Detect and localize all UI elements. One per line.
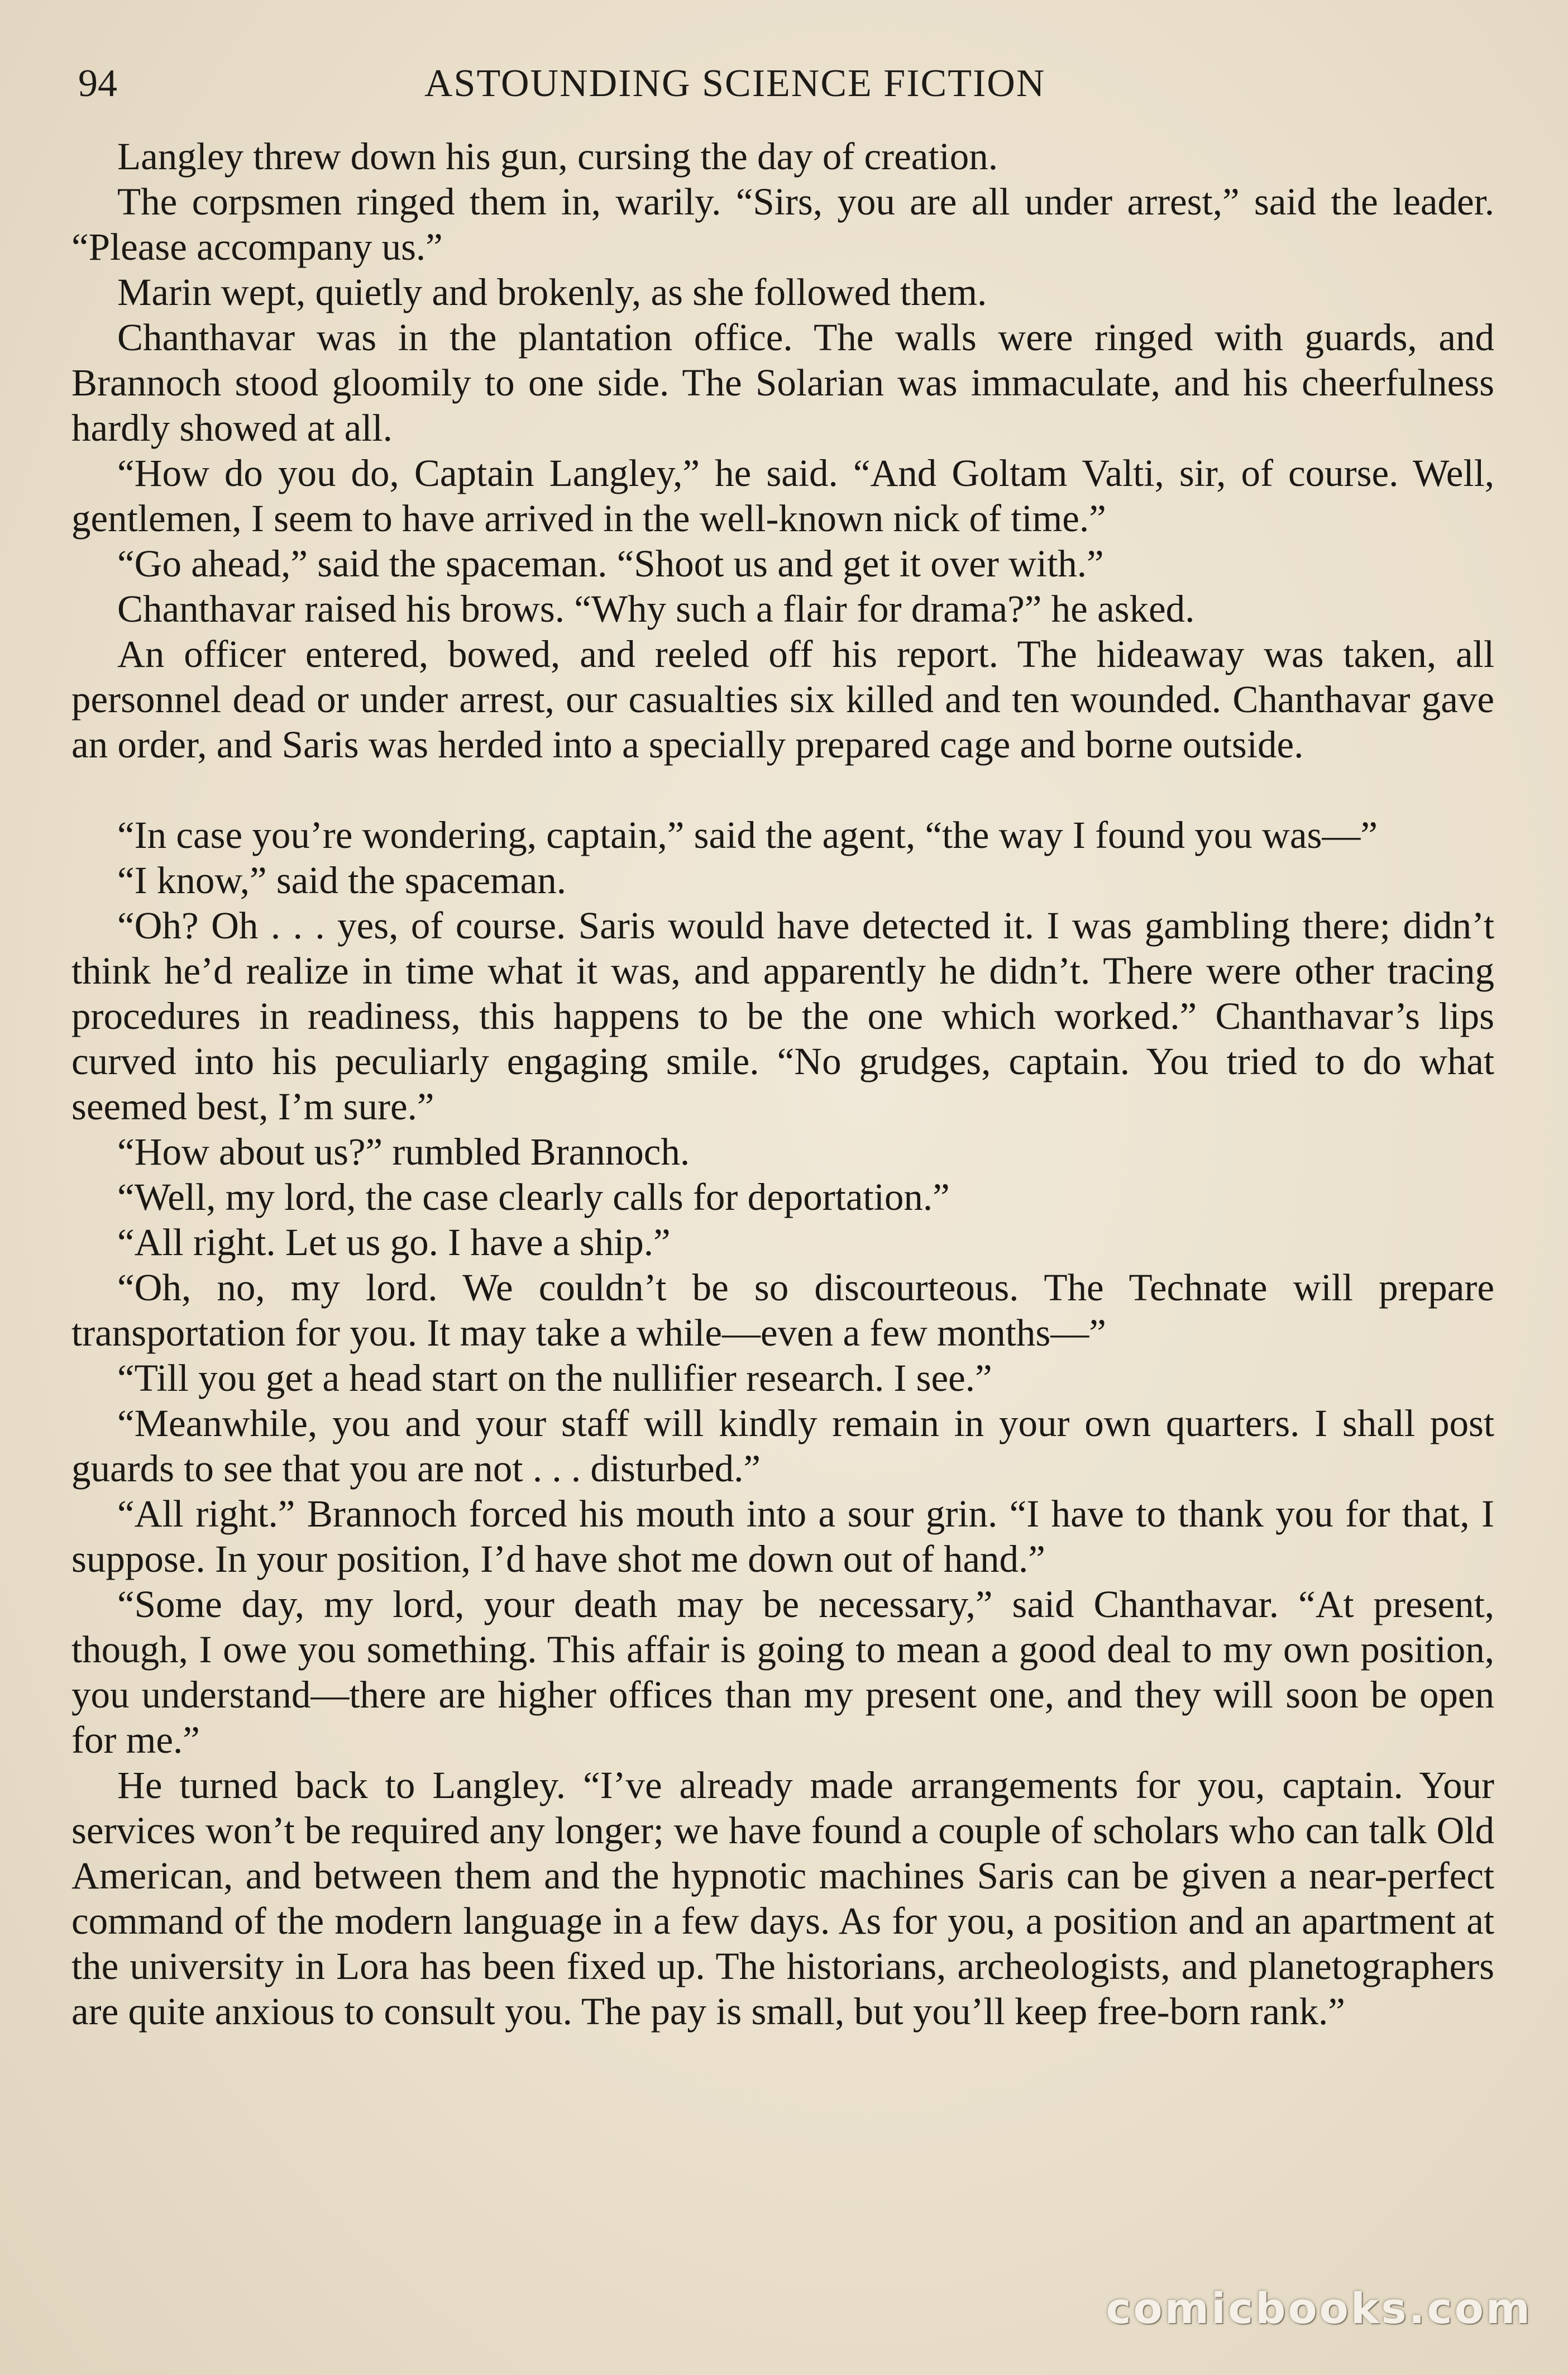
paragraph: “All right.” Brannoch forced his mouth into a sour grin. “I have to thank you for that, I suppose. In your position, I’d have shot me down out of hand.” [71,1492,1494,1580]
paragraph: An officer entered, bowed, and reeled off his report. The hideaway was taken, all personnel dead or under arrest, our casualties six killed and ten wounded. Chanthavar gave an order, and Saris was herded into a specially prepared cage and borne outside. [71,633,1494,766]
paragraph: “Some day, my lord, your death may be necessary,” said Chanthavar. “At present, though, I owe you something. This affair is going to mean a good deal to my own position, you understand—there are higher offices than my present one, and they will soon be open for me.” [71,1583,1494,1761]
paragraph: The corpsmen ringed them in, warily. “Sirs, you are all under arrest,” said the leader. “Please accompany us.” [71,180,1494,268]
paragraph: “Till you get a head start on the nullifier research. I see.” [117,1357,992,1399]
body-text [71,134,1494,2034]
paragraph: “Oh, no, my lord. We couldn’t be so discourteous. The Technate will prepare transportation for you. It may take a while—even a few months—” [71,1266,1494,1354]
paragraph: He turned back to Langley. “I’ve already made arrangements for you, captain. Your services won’t be required any longer; we have found a couple of scholars who can talk Old American, and between them and the hypnotic machines Saris can be given a near-perfect command of the modern language in a few days. As for you, a position and an apartment at the university in Lora has been fixed up. The historians, archeologists, and planetographers are quite anxious to consult you. The pay is small, but you’ll keep free-born rank.” [71,1764,1494,2033]
paragraph: “In case you’re wondering, captain,” said the agent, “the way I found you was—” [117,814,1378,856]
paragraph: “I know,” said the spaceman. [117,859,567,902]
paragraph: “Well, my lord, the case clearly calls for deportation.” [117,1176,950,1218]
page-header [78,56,1161,112]
running-head: ASTOUNDING SCIENCE FICTION [424,62,1046,105]
paragraph: “How about us?” rumbled Brannoch. [117,1131,690,1173]
paragraph: “Go ahead,” said the spaceman. “Shoot us and get it over with.” [117,542,1104,585]
paragraph: “How do you do, Captain Langley,” he said. “And Goltam Valti, sir, of course. Well, gentlemen, I seem to have arrived in the well-known nick of time.” [71,452,1494,540]
watermark: comicbooks.com [1106,2283,1532,2333]
paragraph: “Meanwhile, you and your staff will kindly remain in your own quarters. I shall post guards to see that you are not . . . disturbed.” [71,1402,1494,1490]
paragraph: Langley threw down his gun, cursing the day of creation. [117,135,998,178]
paragraph: Chanthavar raised his brows. “Why such a flair for drama?” he asked. [117,588,1195,630]
paragraph: Chanthavar was in the plantation office. The walls were ringed with guards, and Brannoch stood gloomily to one side. The Solarian was immaculate, and his cheerfulness hardly showed at all. [71,316,1494,449]
paragraph: “All right. Let us go. I have a ship.” [117,1221,671,1263]
paragraph: Marin wept, quietly and brokenly, as she followed them. [117,271,987,313]
page-number: 94 [78,62,117,105]
paragraph: “Oh? Oh . . . yes, of course. Saris would have detected it. I was gambling there; didn’t think he’d realize in time what it was, and apparently he didn’t. There were other tracing procedures in readiness, this happens to be the one which worked.” Chanthavar’s lips curved into his peculiarly engaging smile. “No grudges, captain. You tried to do what seemed best, I’m sure.” [71,904,1494,1128]
